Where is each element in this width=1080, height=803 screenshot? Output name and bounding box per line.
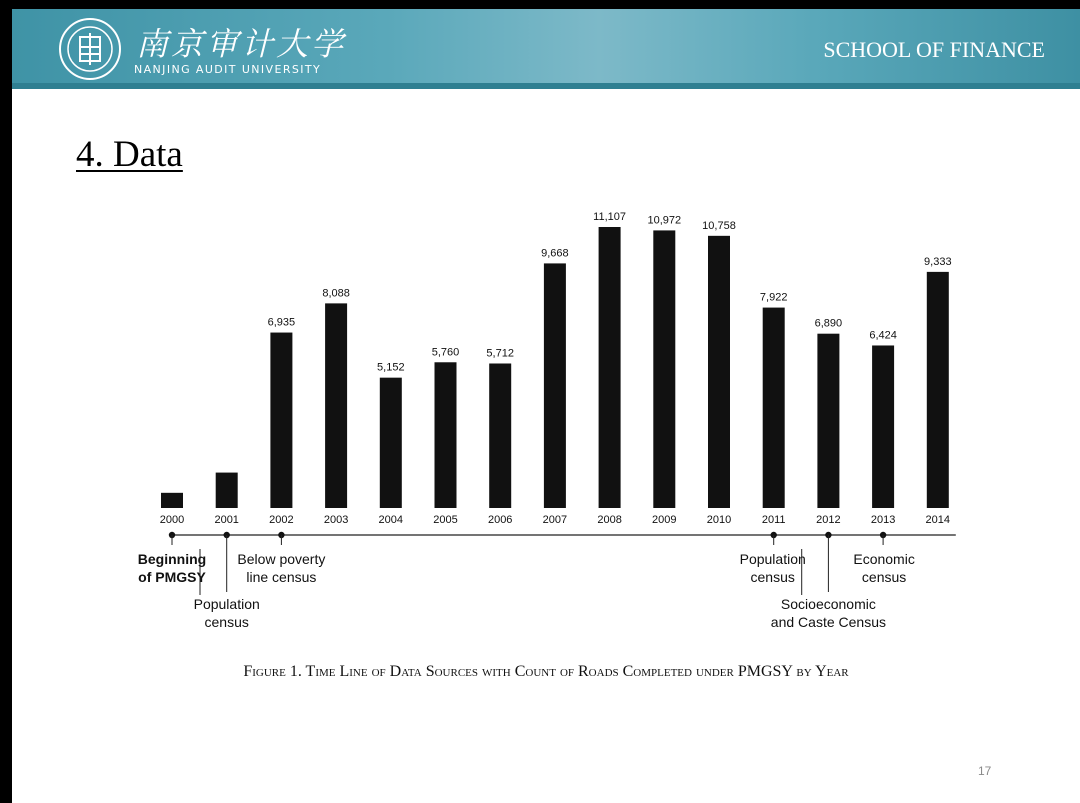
bar-2013 bbox=[872, 345, 894, 508]
year-tick-label: 2005 bbox=[433, 514, 458, 526]
timeline-event-label: Beginning bbox=[137, 551, 207, 567]
bar-value-label: 5,152 bbox=[377, 361, 405, 374]
figure-caption: Figure 1. Time Line of Data Sources with Count of Roads Completed under PMGSY by Year bbox=[243, 663, 849, 680]
year-tick-label: 2009 bbox=[652, 514, 677, 526]
bar-chart bbox=[12, 9, 1080, 803]
year-tick-label: 2013 bbox=[870, 514, 896, 526]
year-tick-label: 2006 bbox=[487, 514, 513, 526]
timeline-event-label: census bbox=[204, 614, 249, 630]
school-name: SCHOOL OF FINANCE bbox=[823, 37, 1045, 62]
section-title: 4. Data bbox=[76, 134, 183, 175]
timeline-event-label: census bbox=[861, 569, 907, 585]
bar-value-label: 6,935 bbox=[267, 316, 296, 329]
university-name-chinese: 南京审计大学 bbox=[136, 25, 347, 63]
bar-value-label: 9,333 bbox=[924, 255, 952, 268]
bar-2009 bbox=[653, 230, 675, 508]
bar-2007 bbox=[544, 263, 566, 508]
bar-2008 bbox=[599, 227, 621, 508]
slide bbox=[12, 9, 1080, 803]
bar-2002 bbox=[270, 333, 292, 508]
bar-2001 bbox=[216, 473, 238, 508]
year-tick-label: 2007 bbox=[542, 514, 568, 526]
year-tick-label: 2011 bbox=[761, 514, 786, 526]
timeline-event-label: of PMGSY bbox=[138, 569, 206, 585]
year-tick-label: 2001 bbox=[214, 514, 239, 526]
timeline-event-label: Economic bbox=[853, 551, 915, 567]
bar-2011 bbox=[763, 308, 785, 508]
bar-value-label: 10,972 bbox=[647, 214, 682, 227]
timeline-event-label: census bbox=[750, 569, 795, 585]
bar-2006 bbox=[489, 363, 511, 508]
bar-value-label: 7,922 bbox=[759, 291, 788, 304]
bar-2014 bbox=[927, 272, 949, 508]
bar-2005 bbox=[435, 362, 457, 508]
bar-2000 bbox=[161, 493, 183, 508]
bar-value-label: 5,760 bbox=[431, 346, 460, 359]
year-tick-label: 2004 bbox=[378, 514, 404, 526]
year-tick-label: 2003 bbox=[323, 514, 349, 526]
bar-value-label: 11,107 bbox=[593, 211, 627, 223]
timeline-event-label: Population bbox=[193, 596, 260, 612]
year-tick-label: 2008 bbox=[597, 514, 622, 526]
bar-value-label: 5,712 bbox=[486, 347, 514, 360]
year-tick-label: 2002 bbox=[269, 514, 294, 526]
bar-value-label: 8,088 bbox=[322, 287, 350, 300]
bar-2010 bbox=[708, 236, 730, 508]
bar-2003 bbox=[325, 303, 347, 508]
timeline-event-label: Socioeconomic bbox=[780, 596, 876, 612]
timeline-event-label: line census bbox=[246, 569, 317, 585]
timeline-event-label: and Caste Census bbox=[770, 614, 886, 630]
year-tick-label: 2000 bbox=[159, 514, 185, 526]
bar-value-label: 6,424 bbox=[869, 329, 897, 342]
bar-value-label: 9,668 bbox=[541, 247, 569, 260]
bar-value-label: 10,758 bbox=[702, 219, 736, 232]
timeline-event-label: Below poverty bbox=[237, 551, 326, 567]
timeline-event-label: Population bbox=[739, 551, 806, 567]
bar-2012 bbox=[817, 334, 839, 508]
page-number: 17 bbox=[978, 764, 992, 778]
bar-2004 bbox=[380, 378, 402, 508]
year-tick-label: 2014 bbox=[925, 514, 951, 526]
year-tick-label: 2010 bbox=[706, 514, 732, 526]
university-name-english: NANJING AUDIT UNIVERSITY bbox=[134, 63, 322, 76]
year-tick-label: 2012 bbox=[816, 514, 841, 526]
bar-value-label: 6,890 bbox=[814, 317, 843, 330]
